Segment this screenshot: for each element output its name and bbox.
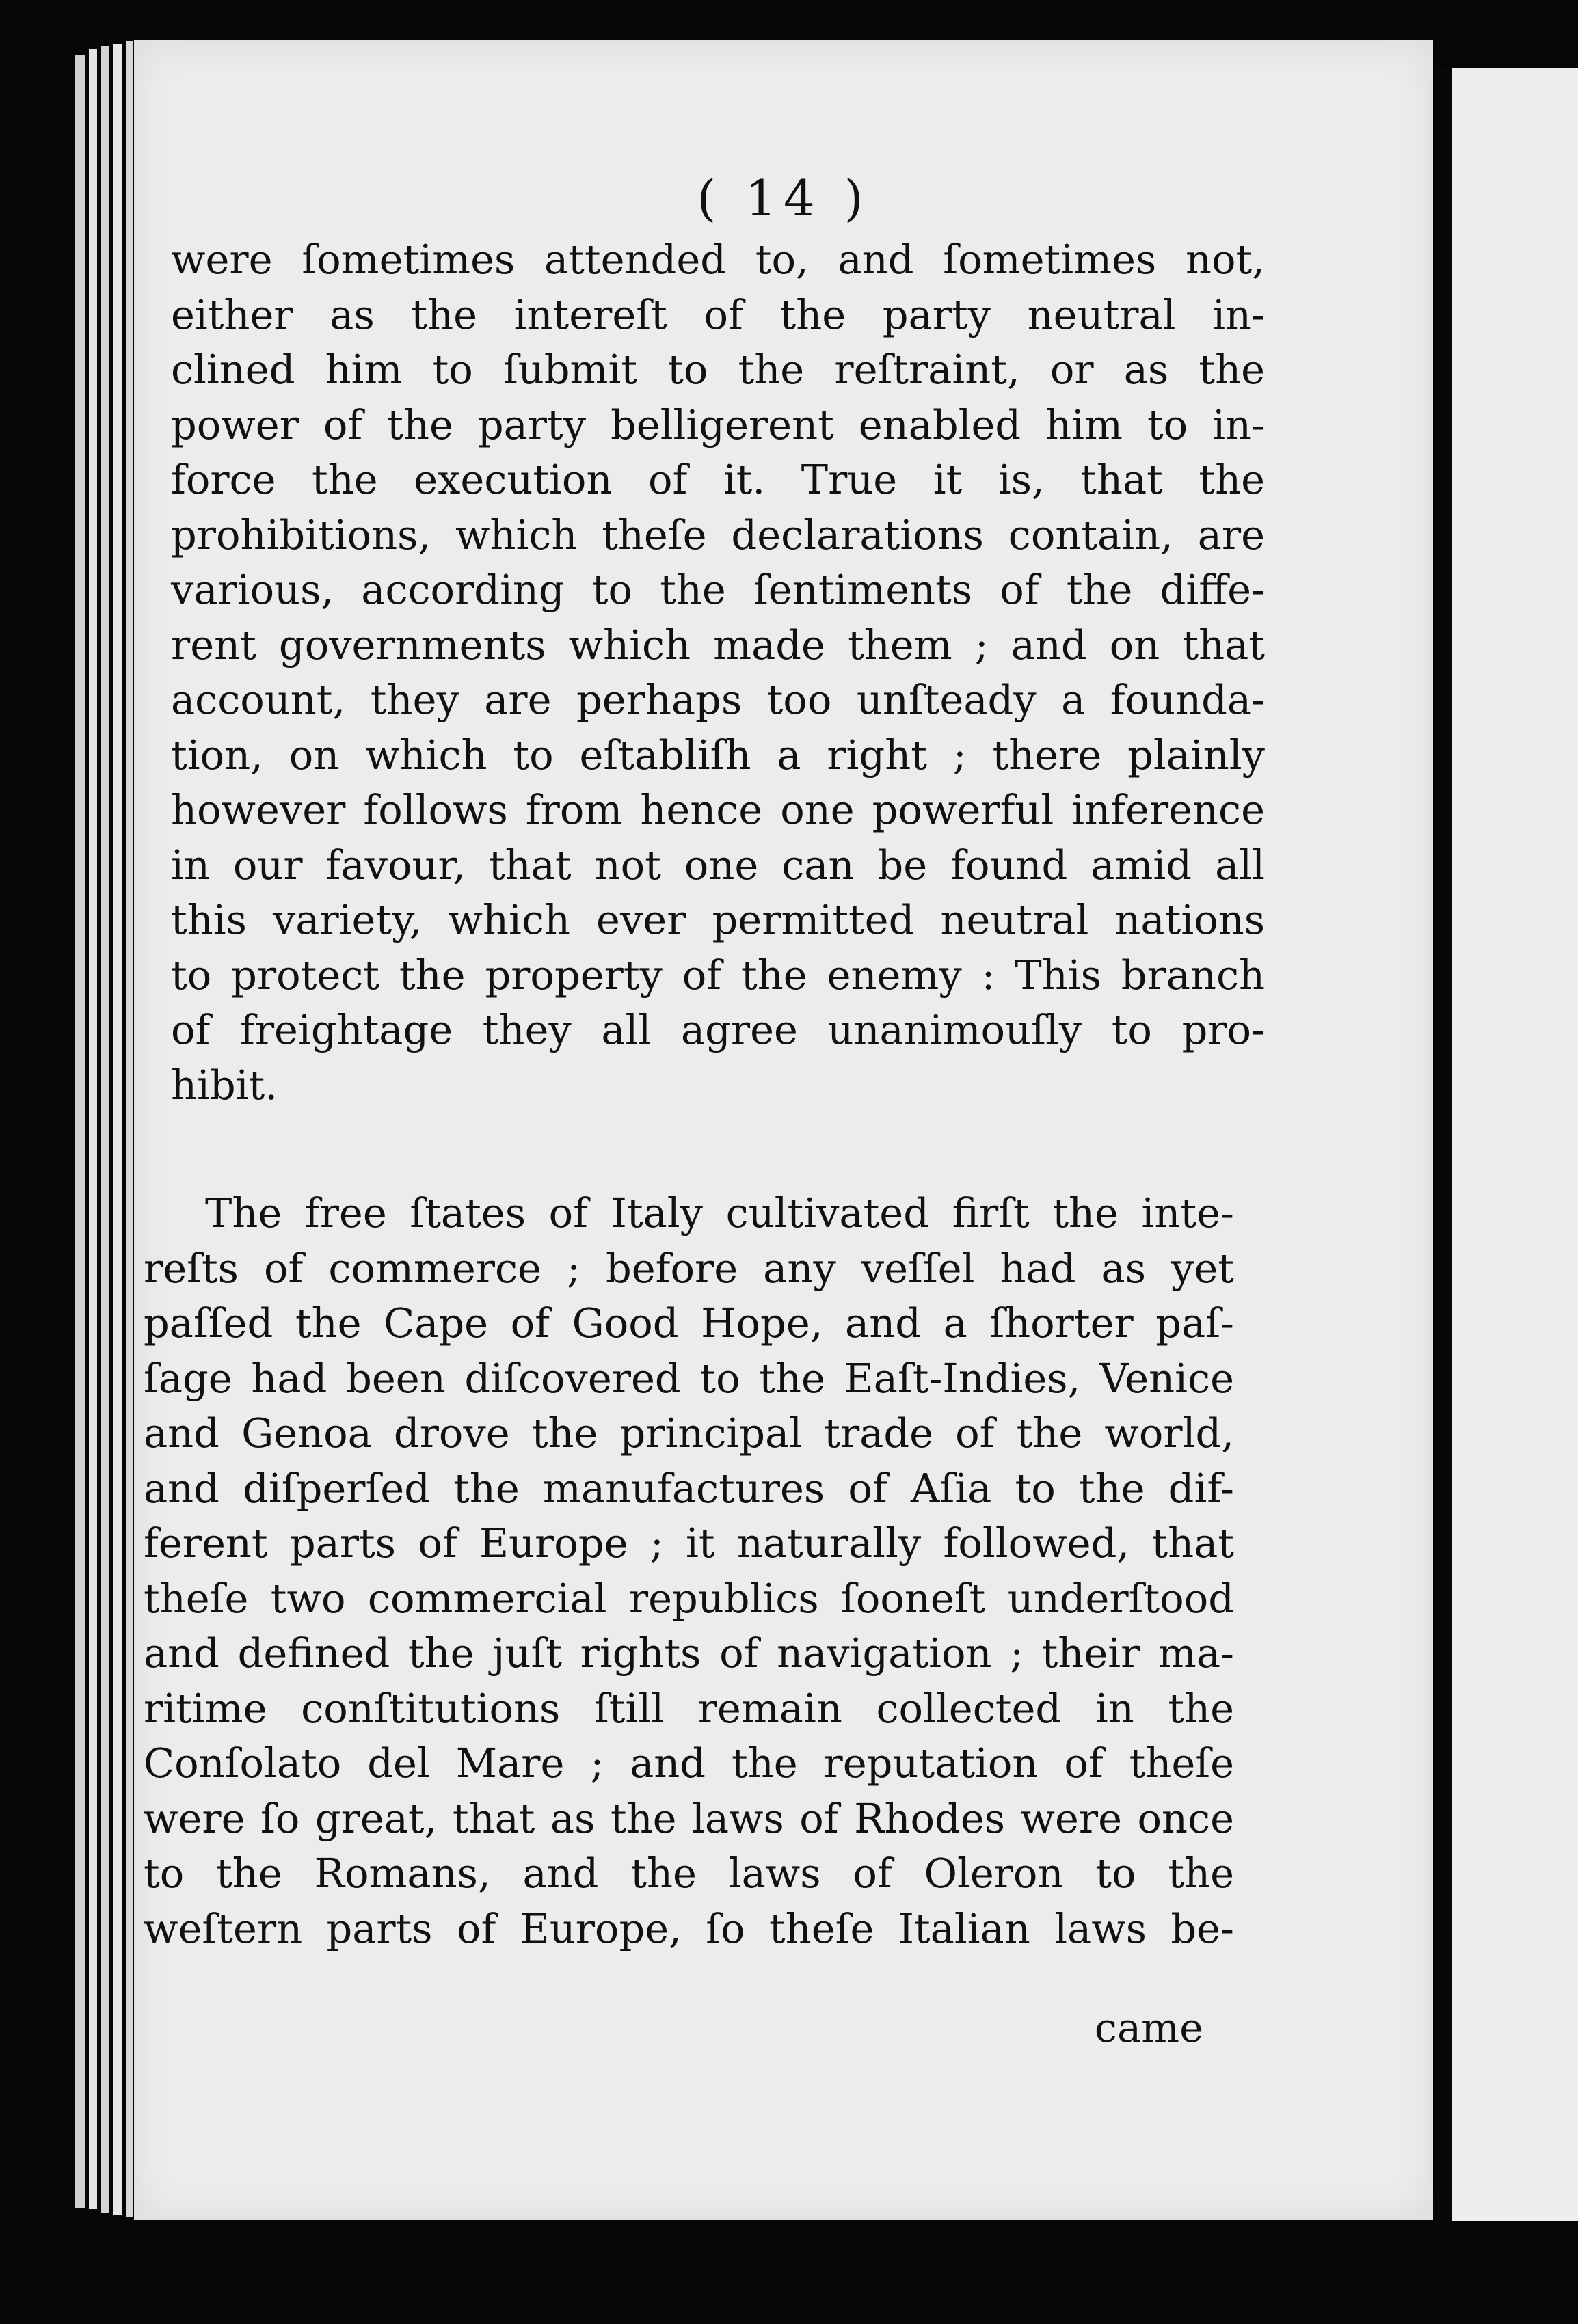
- text-line: and Genoa drove the principal trade of the world,: [144, 1409, 1234, 1457]
- text-line: rent governments which made them ; and on that: [171, 621, 1265, 668]
- text-line: either as the intereſt of the party neutral in-: [171, 290, 1265, 338]
- page-edge: [126, 41, 133, 2217]
- paragraph-2: [144, 1186, 1234, 1956]
- book-spine-gap: [1433, 68, 1452, 2221]
- page-edge: [101, 46, 109, 2213]
- text-line: ferent parts of Europe ; it naturally followed, that: [144, 1519, 1234, 1567]
- text-line: Conſolato del Mare ; and the reputation of theſe: [144, 1740, 1234, 1787]
- page-number: ( 14 ): [697, 170, 870, 227]
- text-line: clined him to ſubmit to the reſtraint, or as the: [171, 346, 1265, 393]
- text-line: tion, on which to eſtabliſh a right ; there plainly: [171, 731, 1265, 779]
- facing-page-edge: [1452, 68, 1578, 2221]
- text-line: ritime conſtitutions ſtill remain collected in the: [144, 1684, 1234, 1732]
- text-line: were ſo great, that as the laws of Rhodes were once: [144, 1794, 1234, 1842]
- text-line: and defined the juſt rights of navigation ; their ma-: [144, 1630, 1234, 1677]
- catchword: came: [1094, 2004, 1203, 2051]
- page-edge: [89, 49, 97, 2209]
- text-line: account, they are perhaps too unſteady a founda-: [171, 676, 1265, 723]
- text-line: theſe two commercial republics ſooneſt underſtood: [144, 1574, 1234, 1622]
- text-line: in our favour, that not one can be found amid all: [171, 841, 1265, 889]
- page-edge: [75, 55, 85, 2208]
- text-line: various, according to the ſentiments of the diffe-: [171, 566, 1265, 613]
- text-line: to protect the property of the enemy : This branch: [171, 951, 1265, 999]
- page-edge: [113, 44, 122, 2215]
- text-line: prohibitions, which theſe declarations contain, are: [171, 511, 1265, 558]
- text-line: however follows from hence one powerful inference: [171, 786, 1265, 833]
- text-line: power of the party belligerent enabled him to in-: [171, 401, 1265, 448]
- text-line: to the Romans, and the laws of Oleron to the: [144, 1850, 1234, 1897]
- paragraph-1: [171, 232, 1265, 1113]
- text-line: paſſed the Cape of Good Hope, and a ſhorter paſ-: [144, 1299, 1234, 1347]
- text-line: this variety, which ever permitted neutral nations: [171, 896, 1265, 943]
- text-line: reſts of commerce ; before any veſſel had as yet: [144, 1244, 1234, 1292]
- text-line: weſtern parts of Europe, ſo theſe Italian laws be-: [144, 1904, 1234, 1952]
- text-line: force the execution of it. True it is, that the: [171, 456, 1265, 503]
- text-line: and diſperſed the manufactures of Aſia to the dif-: [144, 1464, 1234, 1512]
- text-line: ſage had been diſcovered to the Eaſt-Indies, Venice: [144, 1354, 1234, 1402]
- text-line: hibit.: [171, 1061, 278, 1109]
- text-line: were ſometimes attended to, and ſometimes not,: [171, 236, 1265, 283]
- text-line: of freightage they all agree unanimouſly to pro-: [171, 1006, 1265, 1053]
- text-line: The free ſtates of Italy cultivated firſt the inte-: [205, 1189, 1234, 1237]
